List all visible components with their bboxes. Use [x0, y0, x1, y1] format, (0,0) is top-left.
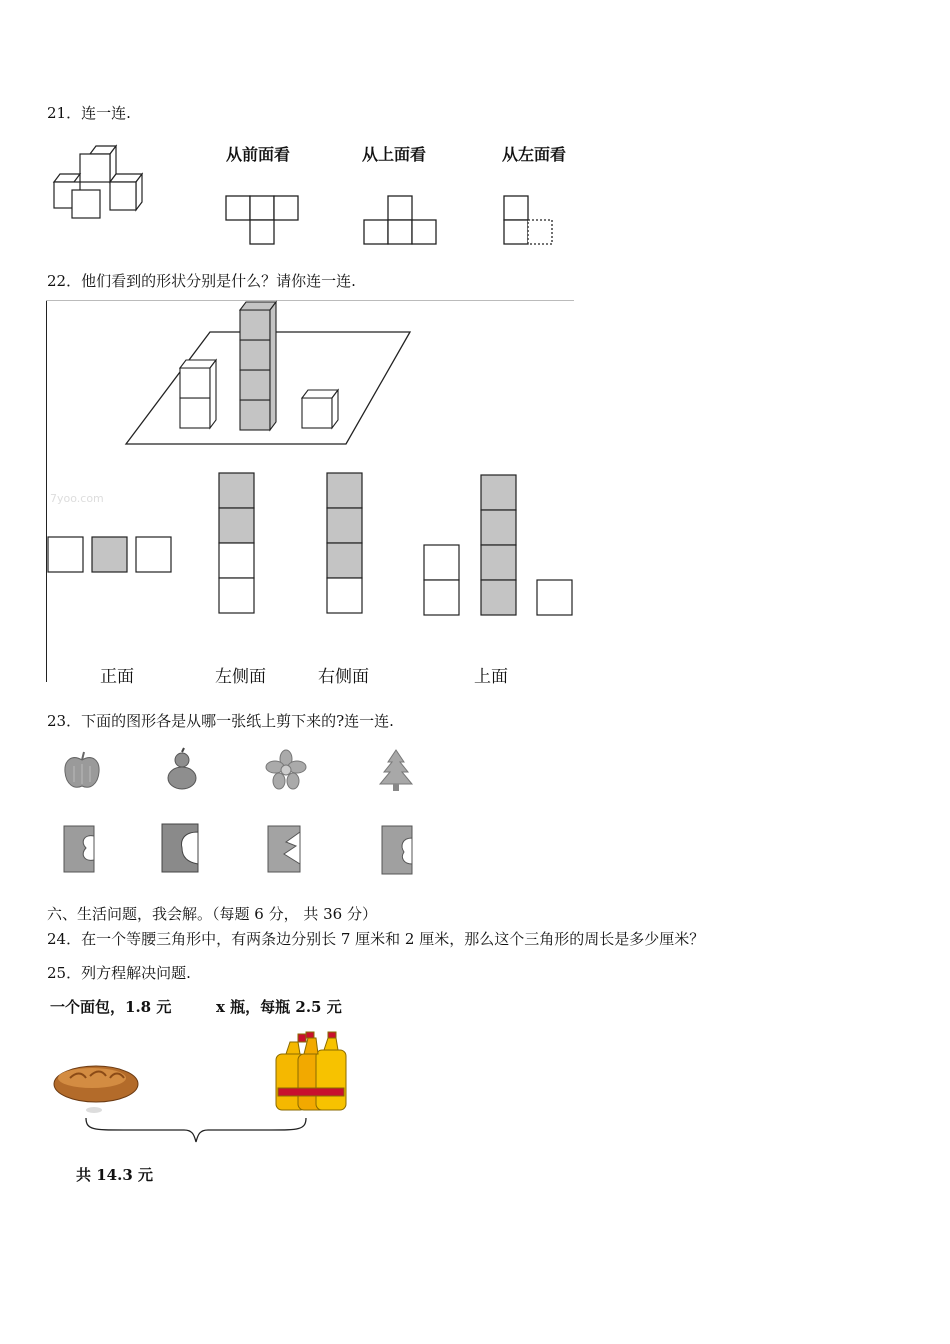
paper-cutout-2	[160, 822, 200, 874]
section6-heading: 六、生活问题，我会解。（每题 6 分， 共 36 分）	[47, 905, 377, 923]
total-brace	[84, 1116, 310, 1146]
q24-text: 24．在一个等腰三角形中，有两条边分别长 7 厘米和 2 厘米，那么这个三角形的周长是多少厘米？	[47, 930, 705, 948]
q22-label-right: 右侧面	[318, 667, 369, 687]
q22-watermark: 7yoo.com	[50, 492, 104, 505]
q21-view-shape-inverted-t	[364, 196, 440, 246]
q25-title: 25．列方程解决问题.	[47, 964, 191, 982]
paper-cutout-4	[380, 824, 414, 876]
bread-icon	[52, 1056, 148, 1116]
q22-view-left-side	[218, 472, 258, 614]
q22-title: 22．他们看到的形状分别是什么？请你连一连.	[47, 272, 356, 290]
q22-view-right-side	[326, 472, 366, 614]
q22-view-top	[422, 474, 576, 618]
paper-cutout-1	[62, 824, 96, 874]
q21-cube-figure	[50, 140, 150, 220]
q22-label-left: 左侧面	[215, 667, 266, 687]
paper-cutout-3	[266, 824, 302, 874]
q21-view-shape-l	[504, 196, 556, 246]
gourd-icon	[164, 748, 200, 792]
q21-view-shape-t	[226, 196, 302, 246]
tree-icon	[378, 748, 414, 792]
q22-cube-stacks	[46, 300, 576, 450]
q22-view-front	[46, 536, 176, 576]
flower-icon	[266, 750, 306, 790]
q25-total-label: 共 14.3 元	[76, 1166, 153, 1184]
q22-label-front: 正面	[100, 667, 134, 687]
apple-icon	[62, 750, 102, 792]
oil-bottles-icon	[272, 1032, 352, 1114]
q23-title: 23．下面的图形各是从哪一张纸上剪下来的?连一连.	[47, 712, 394, 730]
q25-bottle-label: x 瓶，每瓶 2.5 元	[216, 998, 342, 1016]
q25-bread-label: 一个面包，1.8 元	[50, 998, 172, 1016]
q21-view-front: 从前面看	[226, 145, 291, 164]
q21-view-top: 从上面看	[362, 145, 427, 164]
q21-view-left: 从左面看	[502, 145, 567, 164]
q21-title: 21．连一连.	[47, 104, 131, 122]
q22-label-top: 上面	[474, 667, 508, 687]
